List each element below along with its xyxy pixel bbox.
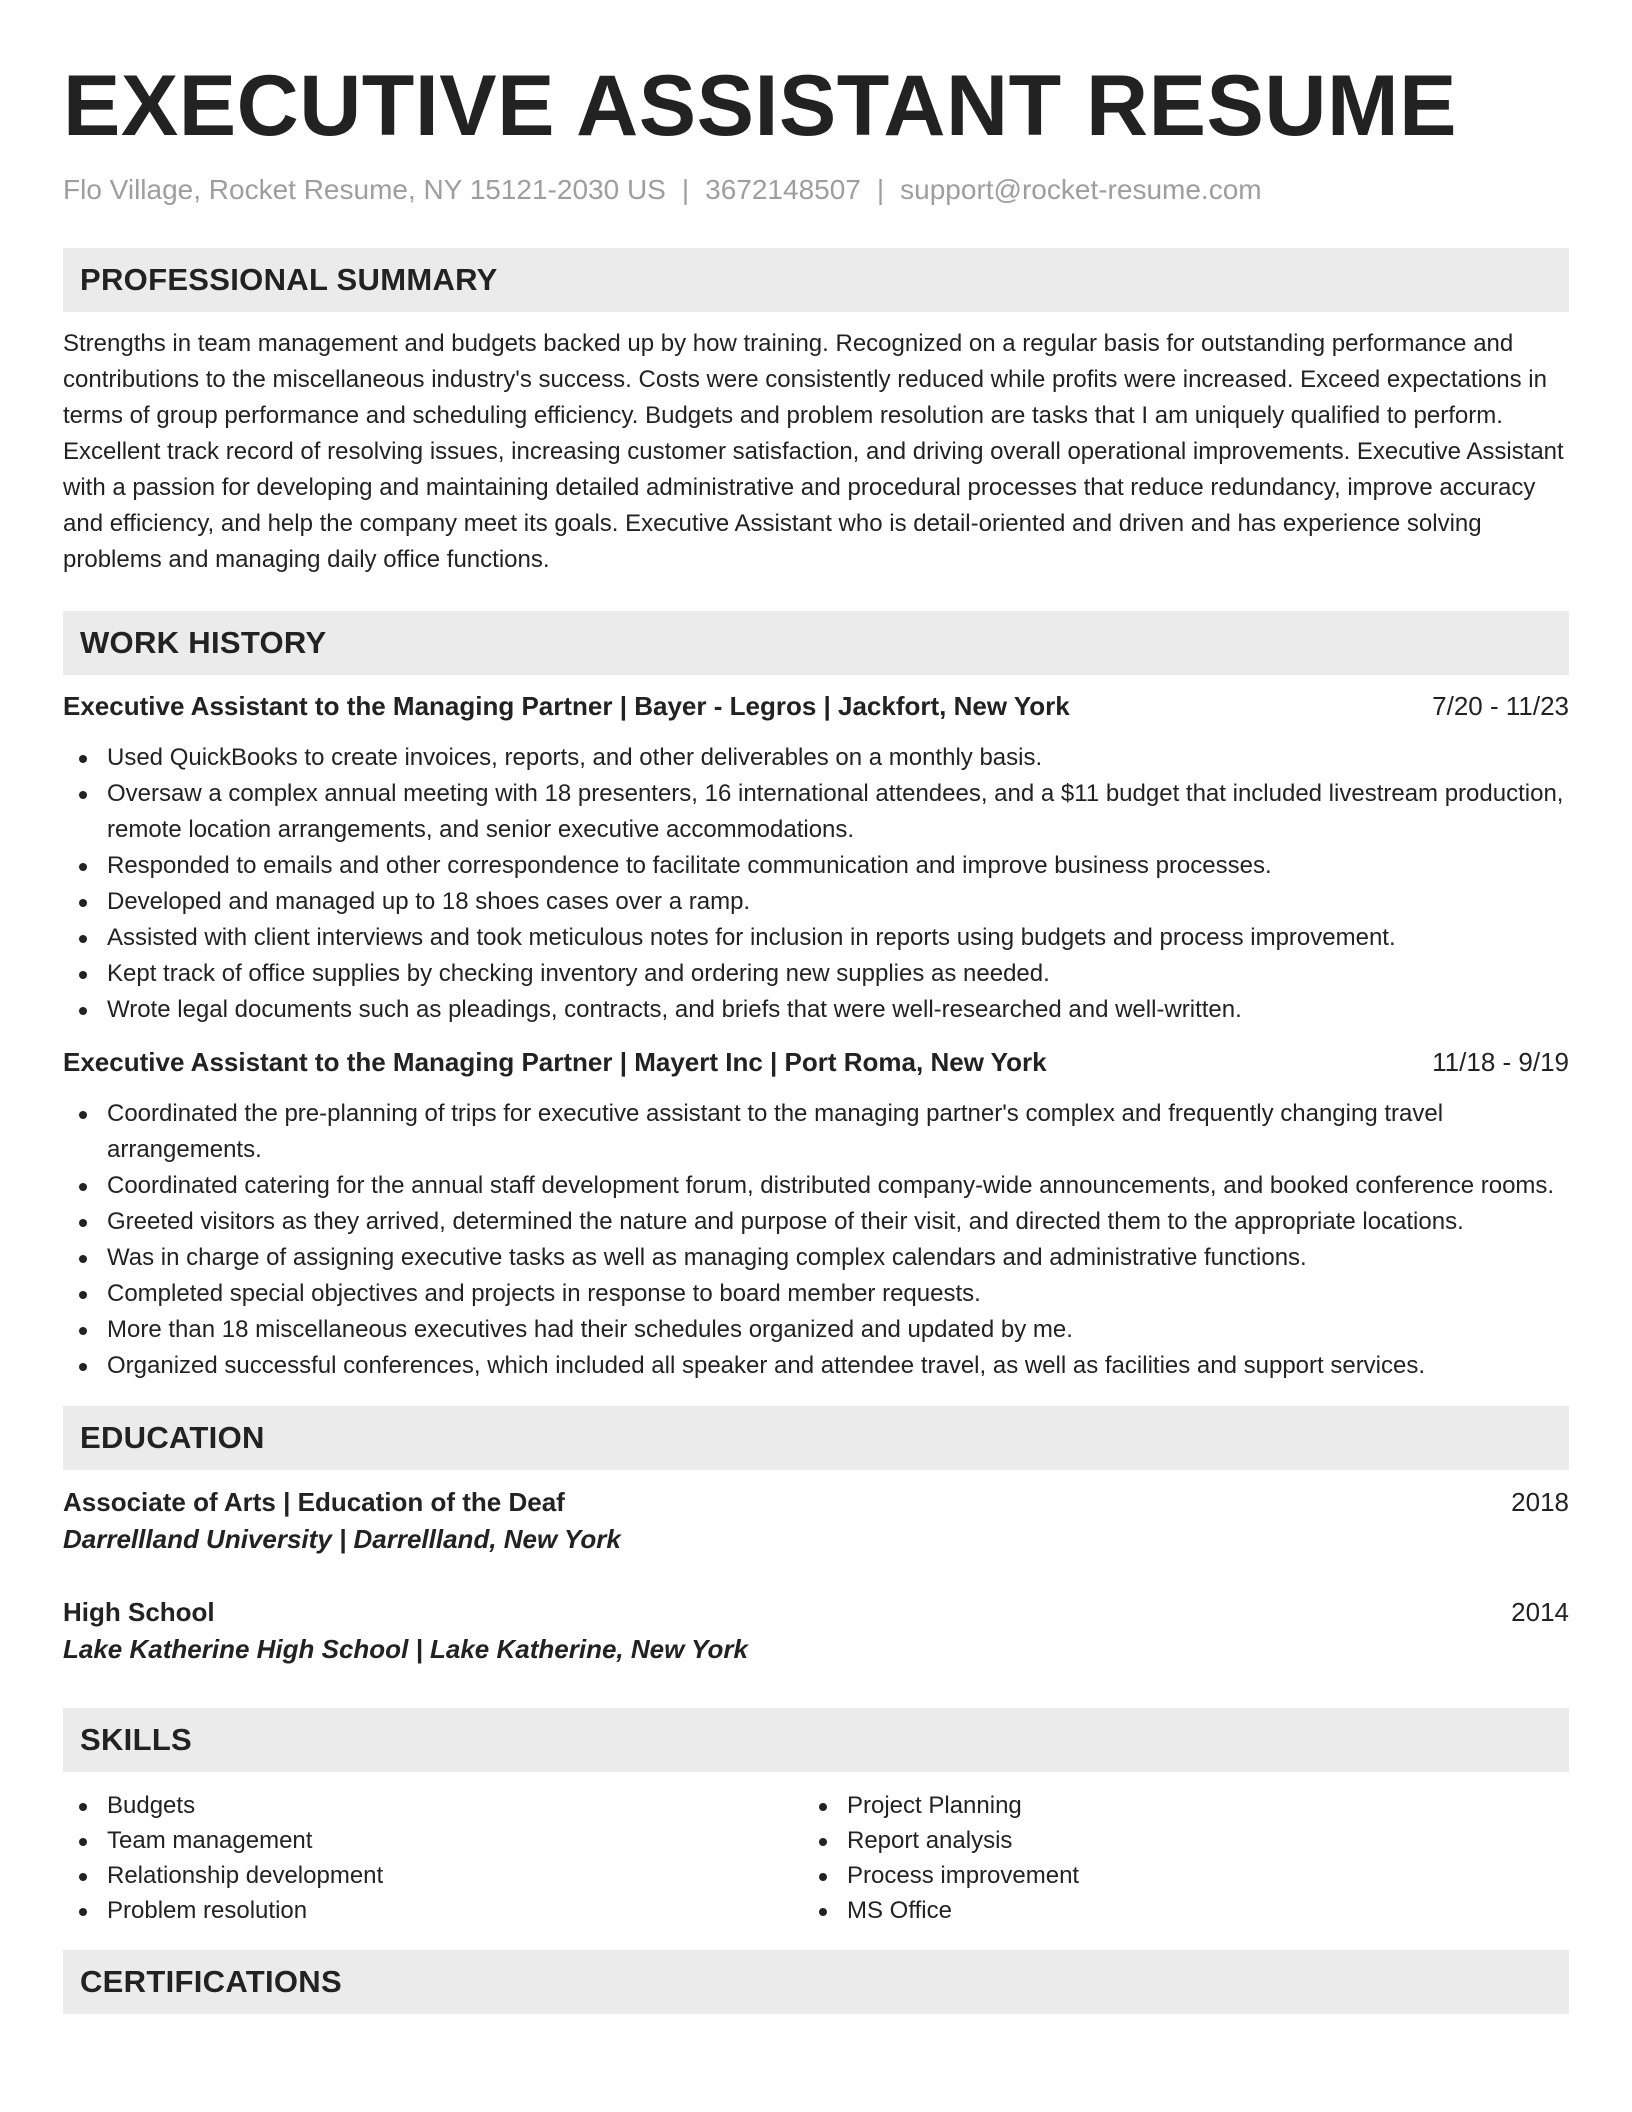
education-year: 2018 — [1511, 1487, 1569, 1517]
job-bullets — [63, 1096, 1569, 1384]
list-item: Developed and managed up to 18 shoes cases over a ramp. — [107, 884, 1569, 920]
list-item: Problem resolution — [107, 1893, 803, 1928]
list-item: Was in charge of assigning executive tasks as well as managing complex calendars and administrative functions. — [107, 1240, 1569, 1276]
list-item: Responded to emails and other correspondence to facilitate communication and improve business processes. — [107, 848, 1569, 884]
education-degree: High School — [63, 1597, 215, 1627]
list-item: Assisted with client interviews and took meticulous notes for inclusion in reports using budgets and process improvement. — [107, 920, 1569, 956]
job-dates: 7/20 - 11/23 — [1432, 691, 1569, 721]
list-item: Organized successful conferences, which included all speaker and attendee travel, as well as facilities and support services. — [107, 1348, 1569, 1384]
skills-list — [803, 1788, 1543, 1928]
skills-list — [63, 1788, 803, 1928]
section-header-certifications: CERTIFICATIONS — [63, 1950, 1569, 2014]
skills-column-left — [63, 1788, 803, 1928]
list-item: Coordinated catering for the annual staff development forum, distributed company-wide announcements, and booked conference rooms. — [107, 1168, 1569, 1204]
section-header-summary: PROFESSIONAL SUMMARY — [63, 248, 1569, 312]
contact-separator: | — [876, 174, 885, 205]
list-item: Coordinated the pre-planning of trips for executive assistant to the managing partner's complex and frequently changing travel arrangements. — [107, 1096, 1569, 1168]
list-item: Greeted visitors as they arrived, determined the nature and purpose of their visit, and directed them to the appropriate locations. — [107, 1204, 1569, 1240]
list-item: More than 18 miscellaneous executives had their schedules organized and updated by me. — [107, 1312, 1569, 1348]
section-header-education: EDUCATION — [63, 1406, 1569, 1470]
list-item: Used QuickBooks to create invoices, reports, and other deliverables on a monthly basis. — [107, 740, 1569, 776]
summary-text: Strengths in team management and budgets backed up by how training. Recognized on a regular basis for outstanding performance and contributions to the miscellaneous industry's success. Costs were consistently reduced while profits were increased. Exceed expectations in terms of group performance and scheduling efficiency. Budgets and problem resolution are tasks that I am uniquely qualified to perform. Excellent track record of resolving issues, increasing customer satisfaction, and driving overall operational improvements. Executive Assistant with a passion for developing and maintaining detailed administrative and procedural processes that reduce redundancy, improve accuracy and efficiency, and help the company meet its goals. Executive Assistant who is detail-oriented and driven and has experience solving problems and managing daily office functions. — [63, 330, 1564, 573]
contact-line — [63, 172, 1569, 208]
job-bullets — [63, 740, 1569, 1028]
education-year: 2014 — [1511, 1597, 1569, 1627]
job-header — [63, 1044, 1569, 1080]
skills-grid — [63, 1788, 1569, 1928]
list-item: Oversaw a complex annual meeting with 18 presenters, 16 international attendees, and a $11 budget that included livestream production, remote location arrangements, and senior executive accommodations. — [107, 776, 1569, 848]
education-school: Darrellland University | Darrellland, New York — [63, 1524, 621, 1554]
job-entry — [63, 1044, 1569, 1384]
contact-phone: 3672148507 — [705, 174, 861, 205]
education-school: Lake Katherine High School | Lake Katherine, New York — [63, 1634, 748, 1664]
education-header — [63, 1594, 1569, 1631]
education-header — [63, 1484, 1569, 1521]
education-degree: Associate of Arts | Education of the Deaf — [63, 1487, 565, 1517]
list-item: Relationship development — [107, 1858, 803, 1893]
list-item: Report analysis — [847, 1823, 1543, 1858]
contact-email: support@rocket-resume.com — [900, 174, 1262, 205]
education-entry — [63, 1484, 1569, 1558]
section-header-work-history: WORK HISTORY — [63, 611, 1569, 675]
list-item: Team management — [107, 1823, 803, 1858]
job-entry — [63, 688, 1569, 1028]
list-item: MS Office — [847, 1893, 1543, 1928]
list-item: Project Planning — [847, 1788, 1543, 1823]
education-entry — [63, 1594, 1569, 1668]
list-item: Kept track of office supplies by checking inventory and ordering new supplies as needed. — [107, 956, 1569, 992]
section-header-skills: SKILLS — [63, 1708, 1569, 1772]
contact-separator: | — [681, 174, 690, 205]
job-header — [63, 688, 1569, 724]
job-title: Executive Assistant to the Managing Partner | Bayer - Legros | Jackfort, New York — [63, 691, 1070, 721]
list-item: Budgets — [107, 1788, 803, 1823]
skills-column-right — [803, 1788, 1543, 1928]
job-dates: 11/18 - 9/19 — [1432, 1047, 1569, 1077]
contact-address: Flo Village, Rocket Resume, NY 15121-2030 US — [63, 174, 666, 205]
job-title: Executive Assistant to the Managing Partner | Mayert Inc | Port Roma, New York — [63, 1047, 1047, 1077]
page-title: EXECUTIVE ASSISTANT RESUME — [63, 58, 1457, 154]
list-item: Wrote legal documents such as pleadings, contracts, and briefs that were well-researched and well-written. — [107, 992, 1569, 1028]
list-item: Process improvement — [847, 1858, 1543, 1893]
list-item: Completed special objectives and projects in response to board member requests. — [107, 1276, 1569, 1312]
